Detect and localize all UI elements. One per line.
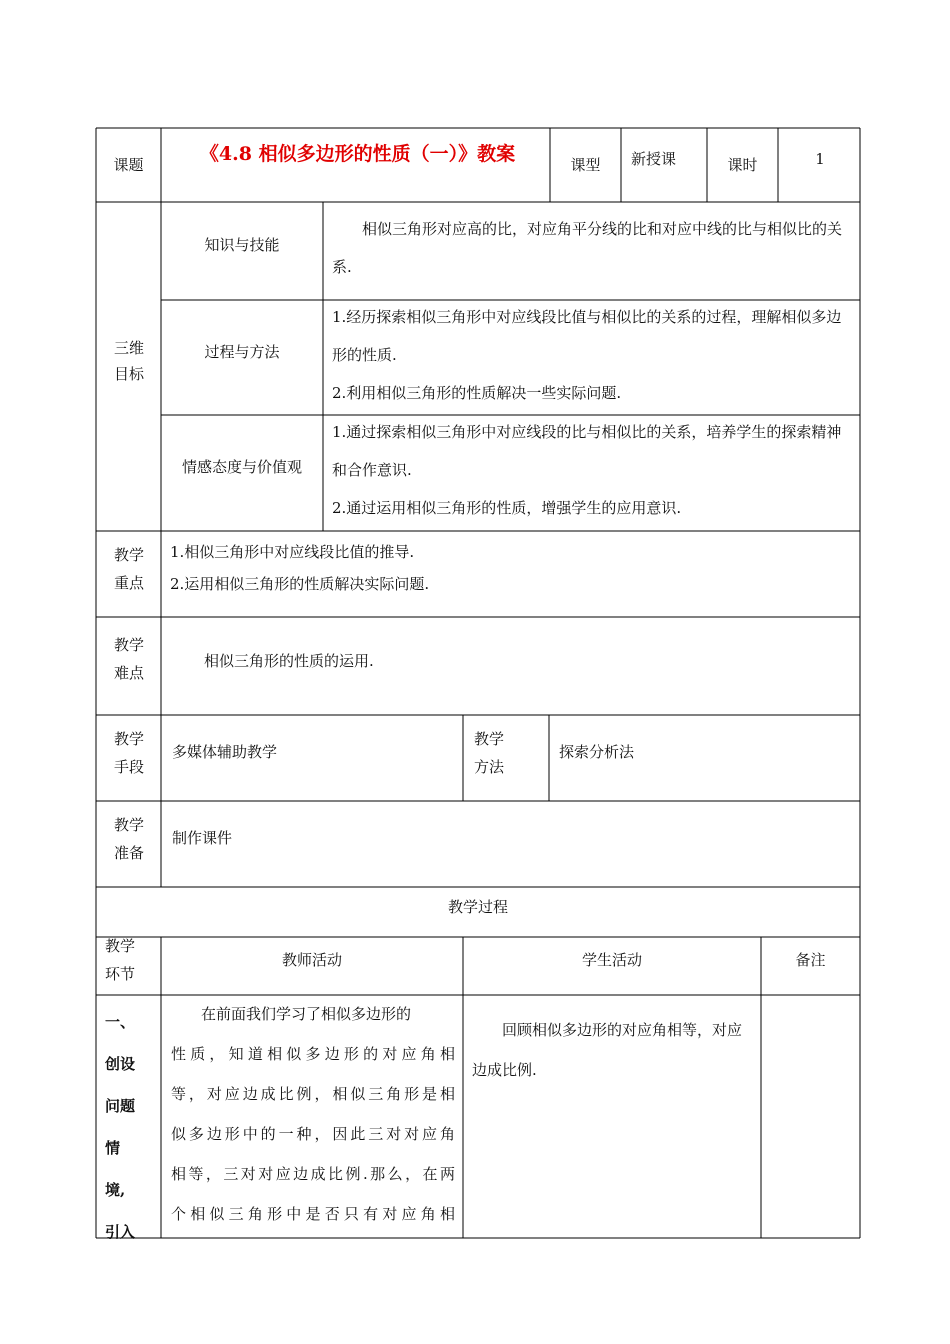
goal-text-process: 1.经历探索相似三角形中对应线段比值与相似比的关系的过程，理解相似多边形的性质. 2.利用相似三角形的性质解决一些实际问题. — [332, 308, 842, 402]
col-note-header: 备注 — [795, 951, 826, 969]
means-label: 教学手段 — [113, 730, 144, 776]
prep-value: 制作课件 — [172, 829, 233, 847]
student-activity-text: 回顾相似多边形的对应角相等，对应边成比例. — [472, 1021, 743, 1079]
key-points-text: 1.相似三角形中对应线段比值的推导. 2.运用相似三角形的性质解决实际问题. — [170, 543, 430, 593]
goal-name-knowledge: 知识与技能 — [204, 236, 280, 254]
key-points-label: 教学重点 — [113, 546, 144, 592]
method-label: 教学方法 — [474, 730, 505, 776]
page-title: 《4.8 相似多边形的性质（一）》教案 — [199, 143, 516, 165]
process-title: 教学过程 — [447, 898, 508, 916]
hours-label: 课时 — [727, 156, 758, 174]
difficulty-label: 教学难点 — [113, 636, 144, 682]
col-student-header: 学生活动 — [581, 951, 642, 969]
goal-text-attitude: 1.通过探索相似三角形中对应线段的比与相似比的关系，培养学生的探索精神和合作意识. 2.通过运用相似三角形的性质，增强学生的应用意识. — [332, 423, 842, 517]
stage-text: 一、 创设 问题 情 境, 引入 — [105, 1013, 136, 1241]
means-value: 多媒体辅助教学 — [172, 743, 278, 761]
difficulty-text: 相似三角形的性质的运用. — [204, 652, 374, 670]
goal-text-knowledge: 相似三角形对应高的比，对应角平分线的比和对应中线的比与相似比的关系. — [332, 220, 843, 276]
col-teacher-header: 教师活动 — [281, 951, 342, 969]
type-label: 课型 — [570, 156, 601, 174]
subject-label: 课题 — [113, 156, 144, 174]
teacher-activity-text: 在前面我们学习了相似多边形的 性质，知道相似多边形的对应角相 等，对应边成比例，相似三角形是相 似多边形中的一种，因此三对对应角 相等，三对对应边成比例.那么，在两 个相似三角形中是否只有对应角相 — [171, 1005, 455, 1223]
goal-name-process: 过程与方法 — [204, 343, 280, 361]
type-value: 新授课 — [631, 150, 677, 168]
col-stage-header: 教学环节 — [105, 937, 136, 983]
prep-label: 教学准备 — [113, 816, 144, 862]
goals-label: 三维目标 — [113, 339, 144, 383]
goal-name-attitude: 情感态度与价值观 — [181, 458, 302, 476]
hours-value: 1 — [815, 150, 825, 168]
method-value: 探索分析法 — [559, 743, 635, 761]
